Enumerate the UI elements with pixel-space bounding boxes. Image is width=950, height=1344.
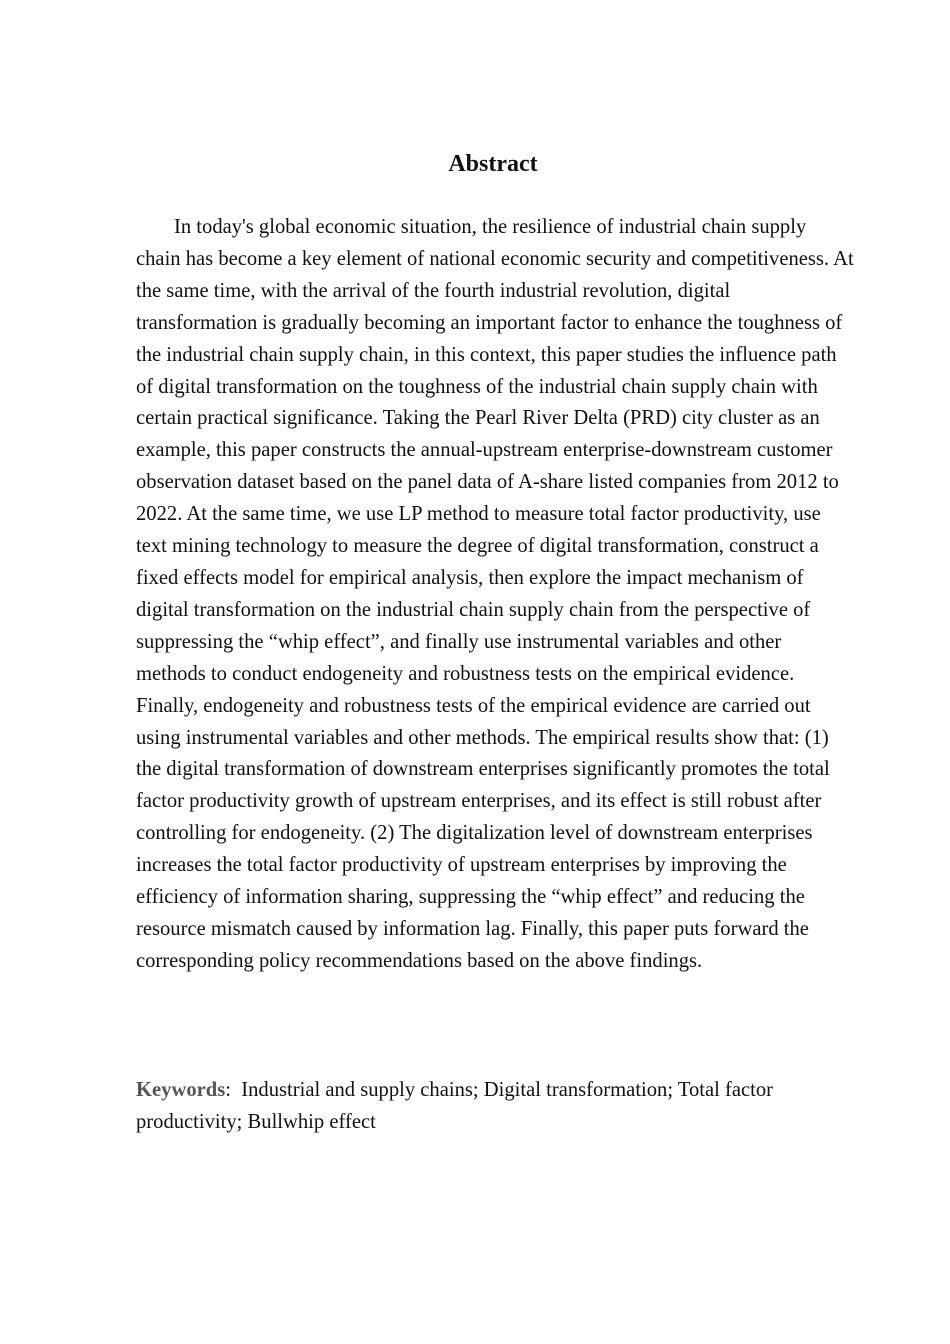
abstract-body: In today's global economic situation, the resilience of industrial chain supply chain has become a key element of national economic security and competitiveness. At the same time, with the arrival of the fourth industrial revolution, digital transformation is gradually becoming an important factor to enhance the toughness of the industrial chain supply chain, in this context, this paper studies the influence path of digital transformation on the toughness of the industrial chain supply chain with certain practical significance. Taking the Pearl River Delta (PRD) city cluster as an example, this paper constructs the annual-upstream enterprise-downstream customer observation dataset based on the panel data of A-share listed companies from 2012 to 2022. At the same time, we use LP method to measure total factor productivity, use text mining technology to measure the degree of digital transformation, construct a fixed effects model for empirical analysis, then explore the impact mechanism of digital transformation on the industrial chain supply chain from the perspective of suppressing the “whip effect”, and finally use instrumental variables and other methods to conduct endogeneity and robustness tests on the empirical evidence. Finally, endogeneity and robustness tests of the empirical evidence are carried out using instrumental variables and other methods. The empirical results show that: (1) the digital transformation of downstream enterprises significantly promotes the total factor productivity growth of upstream enterprises, and its effect is still robust after controlling for endogeneity. (2) The digitalization level of downstream enterprises increases the total factor productivity of upstream enterprises by improving the efficiency of information sharing, suppressing the “whip effect” and reducing the resource mismatch caused by information lag. Finally, this paper puts forward the corresponding policy recommendations based on the above findings. [136, 216, 854, 972]
keywords-line [136, 1074, 854, 1138]
keywords-separator: : [225, 1079, 242, 1101]
abstract-title: Abstract [448, 151, 538, 177]
keywords-text: Industrial and supply chains; Digital transformation; Total factor productivity; Bullwhip effect [136, 1079, 774, 1133]
keywords-label: Keywords [136, 1079, 226, 1101]
